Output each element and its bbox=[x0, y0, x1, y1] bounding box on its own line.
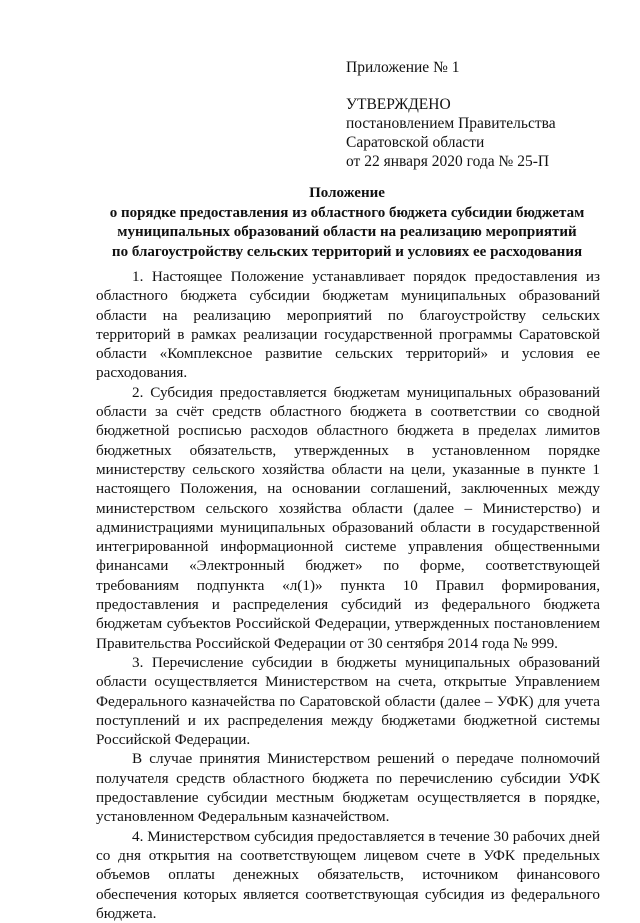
approval-block bbox=[346, 58, 616, 171]
document-body bbox=[96, 267, 600, 923]
approval-line-3: от 22 января 2020 года № 25-П bbox=[346, 153, 550, 170]
title-line-1: Положение bbox=[309, 185, 385, 201]
paragraph-3-continued: В случае принятия Министерством решений о передаче полномочий получателя средств областного бюджета по перечислению субсидии УФК предоставление субсидии местным бюджетам осуществляется в порядке, установленном Федеральным казначейством. bbox=[96, 750, 600, 826]
approved-label: УТВЕРЖДЕНО bbox=[346, 96, 451, 113]
approval-line-1: постановлением Правительства bbox=[346, 115, 556, 132]
title-line-2: о порядке предоставления из областного бюджета субсидии бюджетам bbox=[109, 204, 585, 221]
title-line-4: по благоустройству сельских территорий и условиях ее расходования bbox=[111, 243, 583, 260]
title-line-3: муниципальных образований области на реализацию мероприятий bbox=[117, 224, 577, 240]
paragraph-1: 1. Настоящее Положение устанавливает порядок предоставления из областного бюджета субсидии бюджетам муниципальных образований области на реализацию мероприятий по благоустройству сельских территорий в рамках реализации государственной программы Саратовской области «Комплексное развитие сельских территорий» и условия ее расходования. bbox=[96, 268, 600, 382]
paragraph-3: 3. Перечисление субсидии в бюджеты муниципальных образований области осуществляется Министерством на счета, открытые Управлением Федерального казначейства по Саратовской области (далее – УФК) для учета поступлений и их распределения между бюджетами бюджетной системы Российской Федерации. bbox=[96, 653, 600, 749]
annex-label: Приложение № 1 bbox=[346, 59, 460, 76]
paragraph-4: 4. Министерством субсидия предоставляется в течение 30 рабочих дней со дня открытия на соответствующем лицевом счете в УФК предельных объемов оплаты денежных обязательств, источником финансового обеспечения которых является соответствующая субсидия из федерального бюджета. bbox=[96, 827, 600, 922]
paragraph-2: 2. Субсидия предоставляется бюджетам муниципальных образований области за счёт средств областного бюджета в соответствии со сводной бюджетной росписью расходов областного бюджета в пределах лимитов бюджетных обязательств, утвержденных в установленном порядке министерству сельского хозяйства области на цели, указанные в пункте 1 настоящего Положения, на основании соглашений, заключенных между министерством сельского хозяйства области (далее – Министерство) и администрациями муниципальных образований области в государственной интегрированной информационной системе управления общественными финансами «Электронный бюджет» по форме, соответствующей требованиям подпункта «л(1)» пункта 10 Правил формирования, предоставления и распределения субсидий из федерального бюджета бюджетам субъектов Российской Федерации, утвержденных постановлением Правительства Российской Федерации от 30 сентября 2014 года № 999. bbox=[96, 383, 600, 652]
document-title bbox=[92, 184, 602, 262]
approval-line-2: Саратовской области bbox=[346, 134, 485, 151]
